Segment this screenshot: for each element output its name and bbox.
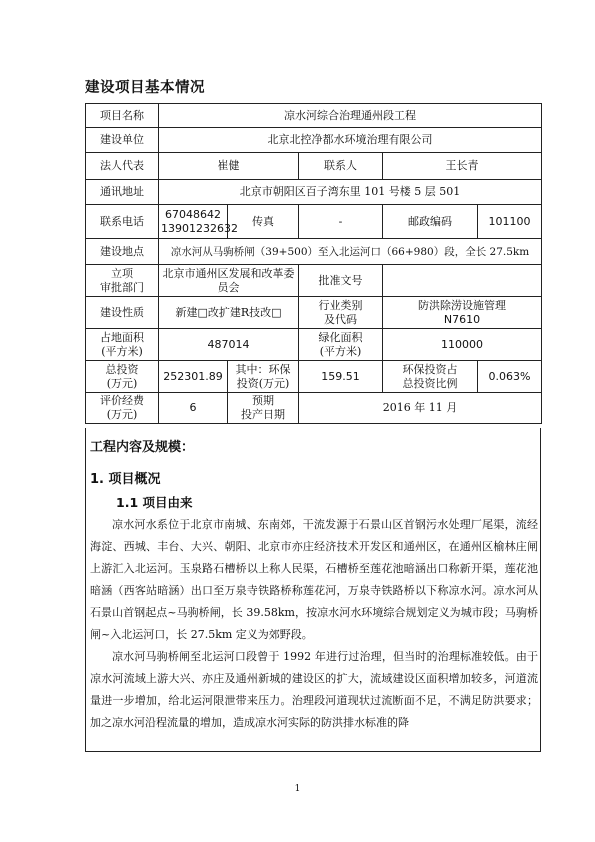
industry-label-1: 行业类别 [318, 298, 363, 312]
invest-label-1: 总投资 [105, 362, 139, 376]
phone-2: 13901232632 [161, 221, 238, 235]
approval-dept-label-1: 立项 [111, 266, 133, 280]
project-name-value: 凉水河综合治理通州段工程 [159, 104, 542, 128]
project-name-label: 项目名称 [86, 104, 159, 128]
green-label [299, 329, 383, 361]
approval-no-value [383, 265, 542, 297]
approval-dept-label-2: 审批部门 [100, 280, 144, 294]
approval-dept-label [86, 265, 159, 297]
area-label [86, 329, 159, 361]
env-ratio-label-2: 总投资比例 [402, 376, 458, 390]
approval-dept-value: 北京市通州区发展和改革委员会 [159, 265, 299, 297]
eval-fee-label [86, 393, 159, 424]
prod-date-label-2: 投产日期 [241, 408, 285, 421]
eval-fee-value: 6 [159, 393, 228, 424]
basic-info-table [85, 103, 542, 424]
eval-fee-label-2: (万元) [106, 408, 138, 421]
location-label: 建设地点 [86, 239, 159, 265]
prod-date-label-1: 预期 [252, 394, 274, 407]
nature-label: 建设性质 [86, 297, 159, 329]
legal-rep-label: 法人代表 [86, 153, 159, 180]
postcode-value: 101100 [478, 205, 542, 239]
page-number: 1 [294, 784, 301, 794]
env-ratio-value: 0.063% [478, 361, 542, 393]
unit-value: 北京北控净都水环境治理有限公司 [159, 128, 542, 153]
address-value: 北京市朝阳区百子湾东里 101 号楼 5 层 501 [159, 180, 542, 205]
industry-value [383, 297, 542, 329]
area-value: 487014 [159, 329, 299, 361]
phone-1: 67048642 [165, 207, 221, 221]
prod-date-label [228, 393, 299, 424]
prod-date-value: 2016 年 11 月 [299, 393, 542, 424]
unit-label: 建设单位 [86, 128, 159, 153]
green-value: 110000 [383, 329, 542, 361]
invest-label [86, 361, 159, 393]
approval-no-label: 批准文号 [299, 265, 383, 297]
env-invest-label-2: 投资(万元) [236, 376, 290, 390]
fax-value: - [299, 205, 383, 239]
section-heading-1: 1. 项目概况 [90, 472, 161, 487]
env-ratio-label [383, 361, 478, 393]
env-ratio-label-1: 环保投资占 [402, 362, 458, 376]
location-value: 凉水河从马驹桥闸（39+500）至入北运河口（66+980）段，全长 27.5km [159, 239, 542, 265]
env-invest-value: 159.51 [299, 361, 383, 393]
fax-label: 传真 [228, 205, 299, 239]
paragraph-1: 凉水河水系位于北京市南城、东南郊，干流发源于石景山区首钢污水处理厂尾渠，流经海淀、西城、丰台、大兴、朝阳、北京市亦庄经济技术开发区和通州区，在通州区榆林庄闸上游汇入北运河。玉泉路石槽桥以上称人民渠，石槽桥至莲花池暗涵出口称新开渠，莲花池暗涵（西客站暗涵）出口至万泉寺铁路桥称莲花河，万泉寺铁路桥以下称凉水河。凉水河从石景山首钢起点~马驹桥闸，长 39.58km，按凉水河水环境综合规划定义为城市段；马驹桥闸~入北运河口，长 27.5km 定义为郊野段。 [90, 518, 538, 641]
phone-value [159, 205, 238, 239]
industry-label [299, 297, 383, 329]
box-bottom-border [85, 751, 541, 752]
postcode-label: 邮政编码 [383, 205, 478, 239]
invest-value: 252301.89 [159, 361, 228, 393]
section-heading-1-1: 1.1 项目由来 [116, 495, 193, 510]
scope-heading: 工程内容及规模： [90, 440, 195, 455]
env-invest-label [228, 361, 299, 393]
eval-fee-label-1: 评价经费 [100, 394, 144, 407]
contact-label: 联系人 [299, 153, 383, 180]
green-label-2: (平方米) [319, 344, 362, 358]
industry-value-1: 防洪除涝设施管理 [418, 298, 507, 312]
nature-value: 新建□改扩建R技改□ [159, 297, 299, 329]
paragraph-2: 凉水河马驹桥闸至北运河口段曾于 1992 年进行过治理，但当时的治理标准较低。由于凉水河流域上游大兴、亦庄及通州新城的建设区的扩大，流域建设区面积增加较多，河道流量进一步增加，给北运河限泄带来压力。治理段河道现状过流断面不足，不满足防洪要求；加之凉水河沿程流量的增加，造成凉水河实际的防洪排水标准的降 [90, 650, 538, 729]
green-label-1: 绿化面积 [318, 330, 363, 344]
area-label-2: (平方米) [101, 344, 143, 358]
industry-value-2: N7610 [443, 312, 481, 326]
page-title: 建设项目基本情况 [85, 80, 205, 96]
project-content-box [85, 428, 541, 752]
industry-label-2: 及代码 [324, 312, 357, 326]
contact-value: 王长青 [383, 153, 542, 180]
invest-label-2: (万元) [106, 376, 138, 390]
legal-rep-value: 崔健 [159, 153, 299, 180]
phone-label: 联系电话 [86, 205, 159, 239]
address-label: 通讯地址 [86, 180, 159, 205]
area-label-1: 占地面积 [100, 330, 144, 344]
env-invest-label-1: 其中：环保 [235, 362, 291, 376]
